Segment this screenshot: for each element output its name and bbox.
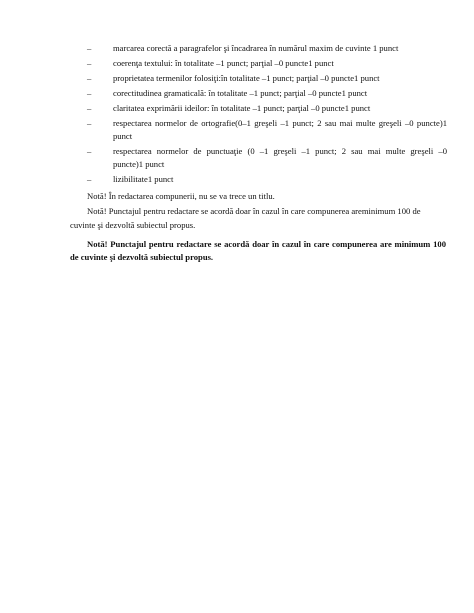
list-item-text-line2: puncte)1 punct [113,159,165,169]
list-item [87,102,447,115]
note-title: Notă! În redactarea compunerii, nu se va trece un titlu. [87,191,275,201]
list-dash: – [87,146,92,156]
list-item-text: marcarea corectă a paragrafelor şi încadrarea în numărul maxim de cuvinte 1 punct [113,43,399,53]
list-item-text-line2: punct [113,131,133,141]
scoring-criteria-list [87,42,447,188]
list-item [87,145,447,171]
note-scoring: Notă! Punctajul pentru redactare se acordă doar în cazul în care compunerea areminimum 100 de cuvinte şi dezvoltă subiectul propus. [70,206,421,230]
list-item-text-line1: respectarea normelor de ortografie(0–1 greşeli –1 punct; 2 sau mai multe greşeli –0 puncte)1 [113,118,447,128]
list-dash: – [87,118,92,128]
list-item [87,72,447,85]
list-item-text: proprietatea termenilor folosiţi:în totalitate –1 punct; parţial –0 puncte1 punct [113,73,380,83]
list-item [87,173,447,186]
list-item-text: lizibilitate1 punct [113,174,174,184]
list-item-text-line1: respectarea normelor de punctuaţie (0 –1 greşeli –1 punct; 2 sau mai multe greşeli –0 [113,146,447,156]
list-dash: – [87,103,92,113]
note-scoring-bold: Notă! Punctajul pentru redactare se acordă doar în cazul în care compunerea are minimum 100 de cuvinte şi dezvoltă subiectul propus. [70,238,446,263]
notes-section [70,190,446,266]
list-dash: – [87,43,92,53]
list-dash: – [87,174,92,184]
list-item [87,57,447,70]
list-item [87,42,447,55]
list-dash: – [87,73,92,83]
list-item [87,117,447,143]
list-dash: – [87,88,92,98]
list-item [87,87,447,100]
list-item-text: corectitudinea gramaticală: în totalitate –1 punct; parţial –0 puncte1 punct [113,88,368,98]
list-dash: – [87,58,92,68]
list-item-text: coerenţa textului: în totalitate –1 punct; parţial –0 puncte1 punct [113,58,334,68]
list-item-text: claritatea exprimării ideilor: în totalitate –1 punct; parţial –0 puncte1 punct [113,103,371,113]
